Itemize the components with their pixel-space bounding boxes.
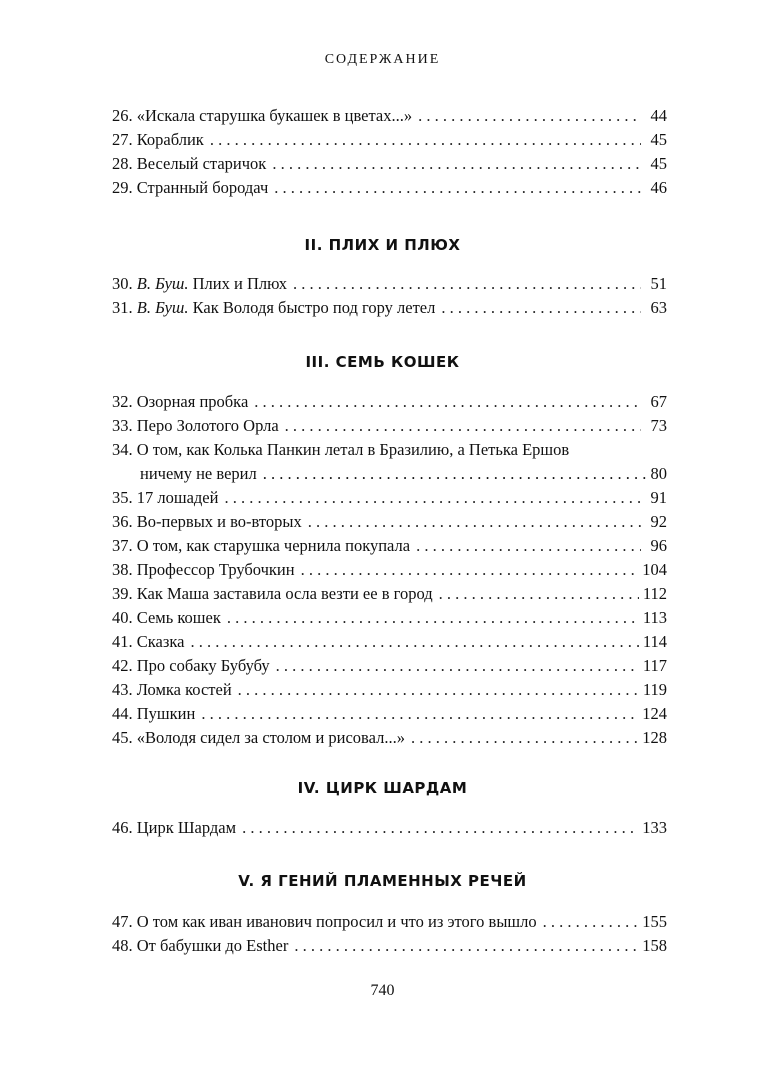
leader-dots [201, 702, 638, 726]
leader-dots [439, 582, 639, 606]
entry-title [112, 296, 435, 320]
toc-entry [112, 486, 667, 510]
entry-title: 32. Озорная пробка [112, 392, 249, 411]
toc-entry [112, 606, 667, 630]
toc-entry [112, 128, 667, 152]
entry-page: 96 [650, 536, 667, 555]
leader-dots [294, 934, 638, 958]
toc-entry [112, 534, 667, 558]
section-heading: II. ПЛИХ И ПЛЮХ [304, 236, 461, 254]
leader-dots [272, 152, 641, 176]
section-heading: III. СЕМЬ КОШЕК [305, 353, 460, 371]
leader-dots [308, 510, 641, 534]
entry-title [112, 272, 287, 296]
entry-author: В. Буш. [136, 298, 189, 317]
toc-entry [112, 726, 667, 750]
entry-page: 67 [650, 392, 667, 411]
entry-page: 44 [650, 106, 667, 125]
toc-entry [112, 510, 667, 534]
toc-entry [112, 390, 667, 414]
entry-title: 42. Про собаку Бубубу [112, 656, 270, 675]
entry-title: 35. 17 лошадей [112, 488, 219, 507]
toc-entry [112, 104, 667, 128]
entry-page: 119 [642, 680, 667, 699]
entry-number: 30. [112, 274, 133, 293]
leader-dots [224, 486, 641, 510]
entry-title: 37. О том, как старушка чернила покупала [112, 536, 411, 555]
entry-page: 133 [642, 818, 667, 837]
entry-title: 39. Как Маша заставила осла везти ее в город [112, 584, 433, 603]
entry-page: 63 [650, 298, 667, 317]
leader-dots [242, 816, 638, 840]
entry-title-line-2-row [112, 462, 667, 486]
entry-title: 40. Семь кошек [112, 608, 221, 627]
entry-page: 73 [650, 416, 667, 435]
entry-page: 124 [642, 704, 667, 723]
entry-title: 26. «Искала старушка букашек в цветах...» [112, 106, 413, 125]
toc-group-5 [112, 910, 667, 958]
entry-title: 43. Ломка костей [112, 680, 232, 699]
entry-page: 158 [642, 936, 667, 955]
entry-title-line-1: 34. О том, как Колька Панкин летал в Бразилию, а Петька Ершов [112, 440, 570, 459]
toc-entry [112, 272, 667, 296]
toc-entry [112, 414, 667, 438]
leader-dots [227, 606, 639, 630]
toc-entry [112, 910, 667, 934]
entry-author: В. Буш. [136, 274, 189, 293]
entry-title: 27. Кораблик [112, 130, 204, 149]
entry-page: 45 [650, 130, 667, 149]
leader-dots [210, 128, 641, 152]
page-number: 740 [370, 982, 395, 999]
leader-dots [441, 296, 641, 320]
leader-dots [411, 726, 638, 750]
entry-title: 45. «Володя сидел за столом и рисовал...» [112, 728, 405, 747]
entry-page: 80 [650, 464, 667, 483]
entry-page: 46 [650, 178, 667, 197]
entry-page: 112 [642, 584, 667, 603]
entry-title: 38. Профессор Трубочкин [112, 560, 295, 579]
entry-title: 48. От бабушки до Esther [112, 936, 289, 955]
leader-dots [254, 390, 641, 414]
entry-title: 29. Странный бородач [112, 178, 269, 197]
toc-entry [112, 934, 667, 958]
entry-page: 113 [642, 608, 667, 627]
entry-page: 155 [642, 912, 667, 931]
entry-page: 128 [642, 728, 667, 747]
running-head: СОДЕРЖАНИЕ [324, 52, 441, 67]
entry-page: 114 [642, 632, 667, 651]
leader-dots [190, 630, 638, 654]
leader-dots [301, 558, 639, 582]
toc-entry [112, 176, 667, 200]
toc-group-1 [112, 104, 667, 200]
section-heading: V. Я ГЕНИЙ ПЛАМЕННЫХ РЕЧЕЙ [238, 872, 527, 890]
leader-dots [543, 910, 639, 934]
toc-entry [112, 630, 667, 654]
leader-dots [285, 414, 641, 438]
toc-entry [112, 702, 667, 726]
entry-number: 31. [112, 298, 133, 317]
toc-group-2 [112, 272, 667, 320]
entry-page: 92 [650, 512, 667, 531]
entry-page: 117 [642, 656, 667, 675]
leader-dots [238, 678, 639, 702]
toc-entry-multiline [112, 438, 667, 486]
entry-title: 36. Во-первых и во-вторых [112, 512, 302, 531]
entry-title-text: Как Володя быстро под гору летел [192, 298, 436, 317]
leader-dots [418, 104, 641, 128]
toc-entry [112, 582, 667, 606]
toc-group-4 [112, 816, 667, 840]
leader-dots [263, 462, 647, 486]
entry-title: 44. Пушкин [112, 704, 196, 723]
entry-page: 104 [642, 560, 667, 579]
entry-page: 91 [650, 488, 667, 507]
entry-title: 28. Веселый старичок [112, 154, 267, 173]
section-heading: IV. ЦИРК ШАРДАМ [297, 779, 468, 797]
toc-entry [112, 296, 667, 320]
leader-dots [293, 272, 641, 296]
entry-title: 33. Перо Золотого Орла [112, 416, 279, 435]
entry-title: 47. О том как иван иванович попросил и что из этого вышло [112, 912, 537, 931]
toc-entry [112, 816, 667, 840]
toc-entry [112, 152, 667, 176]
toc-entry [112, 654, 667, 678]
toc-entry [112, 558, 667, 582]
entry-page: 45 [650, 154, 667, 173]
entry-title: 41. Сказка [112, 632, 185, 651]
entry-title-line-2: ничему не верил [140, 464, 257, 483]
toc-group-3 [112, 390, 667, 750]
leader-dots [274, 176, 641, 200]
entry-title-text: Плих и Плюх [192, 274, 288, 293]
leader-dots [276, 654, 639, 678]
entry-title: 46. Цирк Шардам [112, 818, 237, 837]
entry-page: 51 [650, 274, 667, 293]
leader-dots [416, 534, 641, 558]
toc-entry [112, 678, 667, 702]
